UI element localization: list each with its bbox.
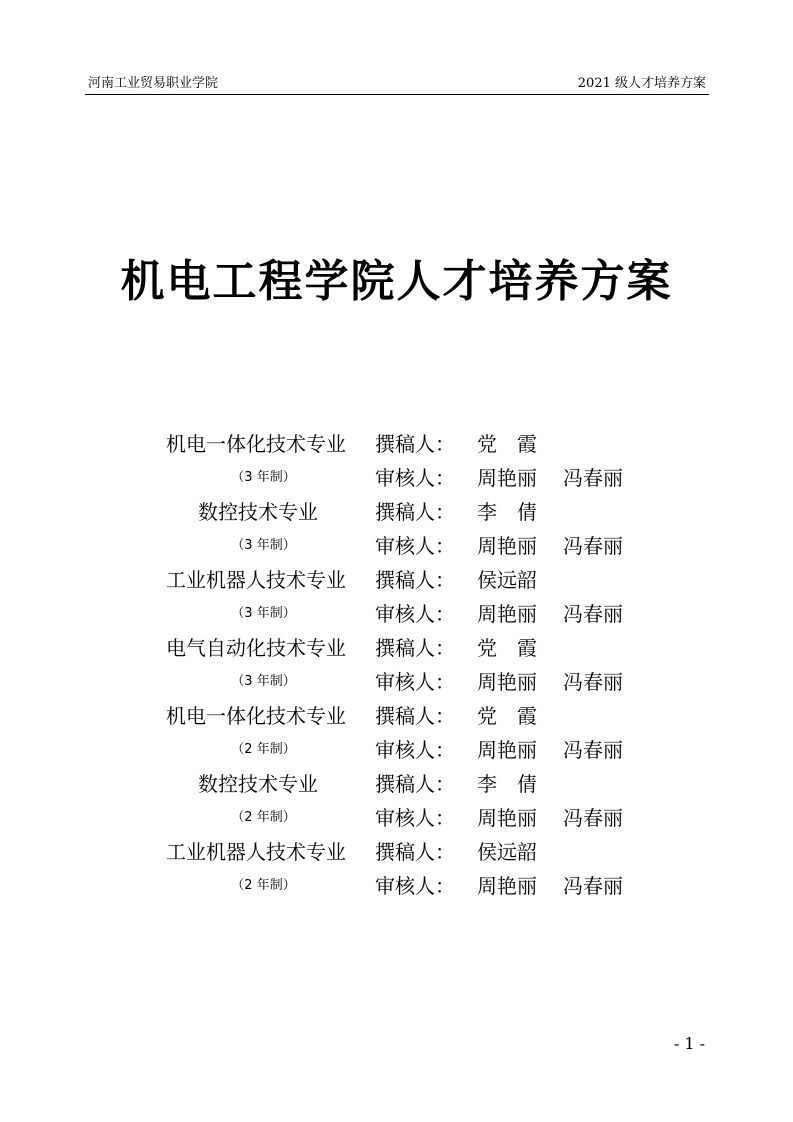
roster-reviewer-row — [0, 868, 793, 902]
page-header-left: 河南工业贸易职业学院 — [88, 76, 219, 91]
document-title: 机电工程学院人才培养方案 — [120, 256, 673, 307]
program-duration: （3 年制） — [231, 538, 296, 553]
roster-reviewer-row — [0, 800, 793, 834]
header-rule — [85, 94, 709, 95]
reviewer-label: 审核人： — [375, 738, 455, 762]
reviewer-name: 冯春丽 — [563, 534, 623, 558]
page-number: - 1 - — [673, 1034, 705, 1053]
author-label: 撰稿人： — [375, 704, 455, 728]
roster-author-row — [0, 698, 793, 732]
reviewer-name: 周艳丽 — [477, 466, 537, 490]
roster — [0, 426, 793, 902]
roster-reviewer-row — [0, 732, 793, 766]
author-label: 撰稿人： — [375, 568, 455, 592]
author-name: 李 倩 — [477, 772, 537, 796]
reviewer-label: 审核人： — [375, 806, 455, 830]
reviewer-name: 周艳丽 — [477, 738, 537, 762]
roster-author-row — [0, 426, 793, 460]
program-duration: （2 年制） — [231, 810, 296, 825]
reviewer-name: 周艳丽 — [477, 806, 537, 830]
reviewer-name: 冯春丽 — [563, 466, 623, 490]
reviewer-label: 审核人： — [375, 874, 455, 898]
program-duration: （3 年制） — [231, 606, 296, 621]
major-name: 机电一体化技术专业 — [166, 704, 346, 728]
reviewer-label: 审核人： — [375, 534, 455, 558]
reviewer-label: 审核人： — [375, 466, 455, 490]
roster-author-row — [0, 494, 793, 528]
major-name: 工业机器人技术专业 — [166, 840, 346, 864]
major-name: 机电一体化技术专业 — [166, 432, 346, 456]
roster-reviewer-row — [0, 596, 793, 630]
reviewer-name: 周艳丽 — [477, 534, 537, 558]
author-label: 撰稿人： — [375, 840, 455, 864]
reviewer-name: 冯春丽 — [563, 602, 623, 626]
reviewer-label: 审核人： — [375, 602, 455, 626]
major-name: 电气自动化技术专业 — [166, 636, 346, 660]
roster-author-row — [0, 630, 793, 664]
author-label: 撰稿人： — [375, 636, 455, 660]
reviewer-name: 冯春丽 — [563, 738, 623, 762]
author-label: 撰稿人： — [375, 432, 455, 456]
roster-reviewer-row — [0, 460, 793, 494]
reviewer-label: 审核人： — [375, 670, 455, 694]
roster-reviewer-row — [0, 664, 793, 698]
roster-author-row — [0, 834, 793, 868]
author-name: 党 霞 — [477, 432, 537, 456]
major-name: 数控技术专业 — [198, 772, 318, 796]
reviewer-name: 周艳丽 — [477, 602, 537, 626]
author-label: 撰稿人： — [375, 500, 455, 524]
author-name: 党 霞 — [477, 636, 537, 660]
author-name: 侯远韶 — [477, 840, 537, 864]
roster-author-row — [0, 562, 793, 596]
program-duration: （2 年制） — [231, 742, 296, 757]
program-duration: （3 年制） — [231, 470, 296, 485]
major-name: 工业机器人技术专业 — [166, 568, 346, 592]
reviewer-name: 周艳丽 — [477, 874, 537, 898]
program-duration: （3 年制） — [231, 674, 296, 689]
roster-reviewer-row — [0, 528, 793, 562]
roster-author-row — [0, 766, 793, 800]
reviewer-name: 冯春丽 — [563, 806, 623, 830]
reviewer-name: 冯春丽 — [563, 874, 623, 898]
program-duration: （2 年制） — [231, 878, 296, 893]
major-name: 数控技术专业 — [198, 500, 318, 524]
author-name: 侯远韶 — [477, 568, 537, 592]
author-name: 党 霞 — [477, 704, 537, 728]
author-label: 撰稿人： — [375, 772, 455, 796]
author-name: 李 倩 — [477, 500, 537, 524]
reviewer-name: 冯春丽 — [563, 670, 623, 694]
page-header-right: 2021 级人才培养方案 — [577, 76, 706, 91]
reviewer-name: 周艳丽 — [477, 670, 537, 694]
